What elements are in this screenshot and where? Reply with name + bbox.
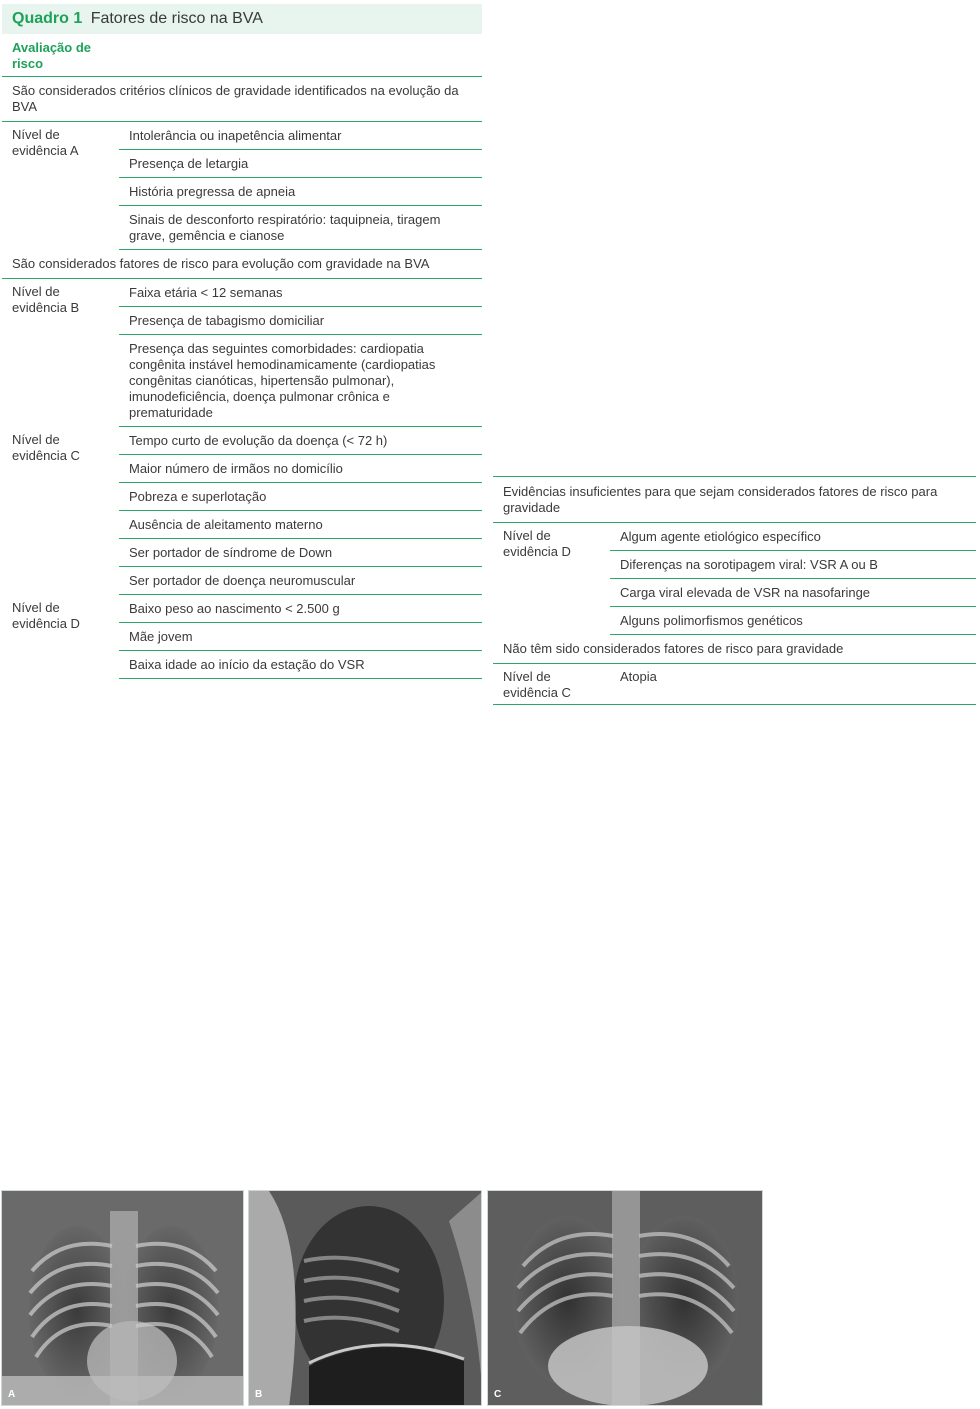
risk-item: Pobreza e superlotação bbox=[119, 483, 482, 511]
risk-item: Faixa etária < 12 semanas bbox=[119, 279, 482, 307]
risk-item: Algum agente etiológico específico bbox=[610, 523, 976, 551]
evidence-level-label: Nível de evidência A bbox=[12, 127, 79, 158]
risk-item: Alguns polimorfismos genéticos bbox=[610, 607, 976, 635]
section-header: Não têm sido considerados fatores de risco para gravidade bbox=[493, 635, 976, 664]
chest-xray-lateral-b bbox=[249, 1191, 482, 1406]
chest-xray-frontal-a bbox=[2, 1191, 244, 1406]
risk-item: Baixo peso ao nascimento < 2.500 g bbox=[119, 595, 482, 623]
risk-item: História pregressa de apneia bbox=[119, 178, 482, 206]
risk-item: Diferenças na sorotipagem viral: VSR A ou B bbox=[610, 551, 976, 579]
xray-image-c bbox=[487, 1190, 763, 1406]
section-header: Evidências insuficientes para que sejam considerados fatores de risco para gravidade bbox=[493, 478, 976, 523]
xray-image-b bbox=[248, 1190, 482, 1406]
table-title-text: Fatores de risco na BVA bbox=[90, 10, 263, 27]
risk-item: Ser portador de síndrome de Down bbox=[119, 539, 482, 567]
section-header: São considerados critérios clínicos de gravidade identificados na evolução da BVA bbox=[2, 77, 482, 122]
chest-xray-frontal-c bbox=[488, 1191, 763, 1406]
risk-item: Presença de tabagismo domiciliar bbox=[119, 307, 482, 335]
risk-item: Atopia bbox=[610, 664, 976, 705]
risk-item: Intolerância ou inapetência alimentar bbox=[119, 122, 482, 150]
risk-item: Presença das seguintes comorbidades: cardiopatia congênita instável hemodinamicamente (cardiopatias congênitas cianóticas, hipertensão pulmonar), imunodeficiência, doença pulmonar crônica e prematuridade bbox=[119, 335, 482, 427]
table-title bbox=[2, 4, 482, 34]
risk-table-left bbox=[2, 36, 482, 679]
evidence-level-label: Nível de evidência D bbox=[12, 599, 80, 631]
risk-item: Ausência de aleitamento materno bbox=[119, 511, 482, 539]
table-divider bbox=[493, 476, 976, 477]
risk-item: Sinais de desconforto respiratório: taquipneia, tiragem grave, gemência e cianose bbox=[119, 206, 482, 250]
eval-header: Avaliação de risco bbox=[12, 40, 92, 71]
risk-item: Carga viral elevada de VSR na nasofaringe bbox=[610, 579, 976, 607]
table-number: Quadro 1 bbox=[12, 10, 83, 27]
evidence-level-label: Nível de evidência B bbox=[12, 284, 80, 315]
risk-item: Mãe jovem bbox=[119, 623, 482, 651]
figure-tag: A bbox=[8, 1389, 16, 1400]
section-header: São considerados fatores de risco para evolução com gravidade na BVA bbox=[2, 250, 482, 279]
evidence-level-label: Nível de evidência C bbox=[12, 431, 80, 463]
figure-tag: C bbox=[494, 1389, 502, 1400]
evidence-level-label: Nível de evidência C bbox=[493, 664, 610, 705]
xray-image-a bbox=[1, 1190, 244, 1406]
risk-item: Baixa idade ao início da estação do VSR bbox=[119, 651, 482, 679]
risk-item: Maior número de irmãos no domicílio bbox=[119, 455, 482, 483]
evidence-level-label: Nível de evidência D bbox=[503, 528, 571, 559]
risk-table-right bbox=[493, 478, 976, 705]
risk-item: Ser portador de doença neuromuscular bbox=[119, 567, 482, 595]
risk-item: Presença de letargia bbox=[119, 150, 482, 178]
figure-tag: B bbox=[255, 1389, 263, 1400]
risk-item: Tempo curto de evolução da doença (< 72 h) bbox=[119, 427, 482, 455]
